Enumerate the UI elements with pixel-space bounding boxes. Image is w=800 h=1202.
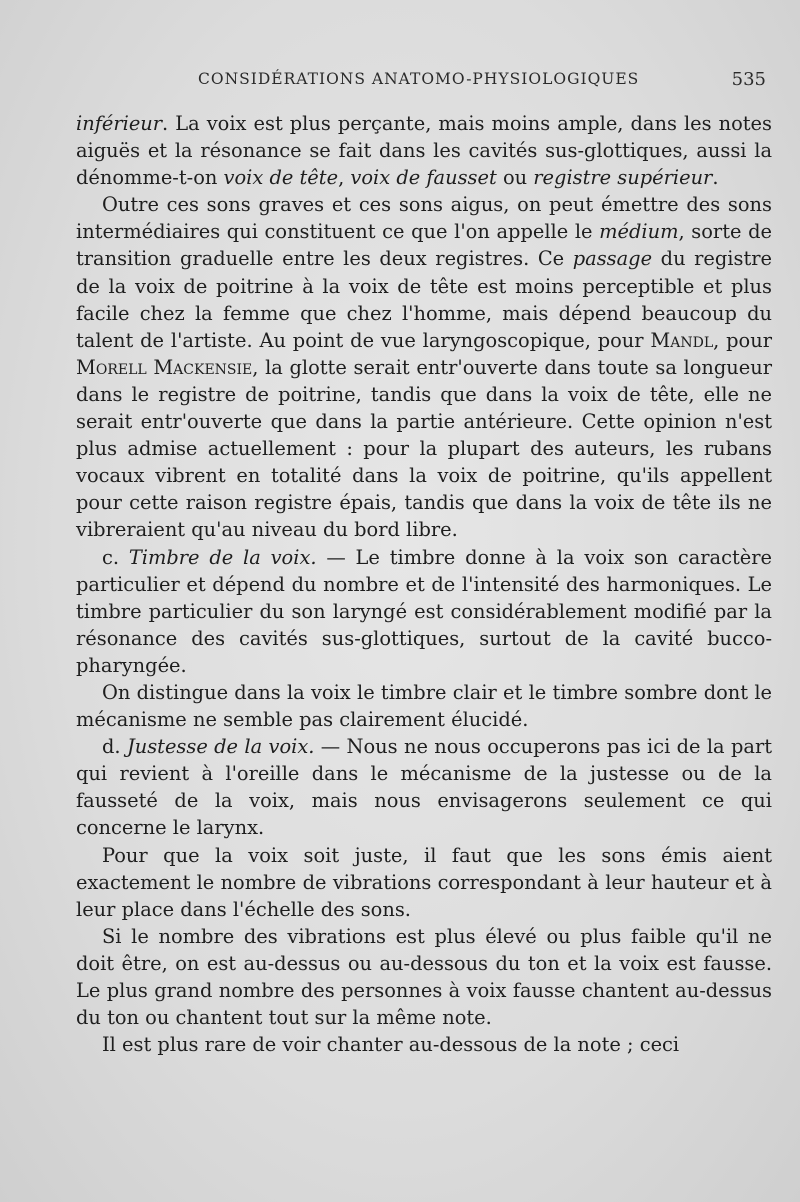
text-run: , sorte de transition graduelle entre les deux registres. Ce xyxy=(76,220,772,271)
text-run: c. xyxy=(102,545,129,569)
text-run: , xyxy=(338,166,351,190)
italic-term: médium xyxy=(599,220,679,244)
running-title: CONSIDÉRATIONS ANATOMO-PHYSIOLOGIQUES xyxy=(198,70,640,88)
text-run: Si le nombre des vibrations est plus élevé ou plus faible qu'il ne doit être, on est au-dessus ou au-dessous du ton et la voix est fausse. Le plus grand nombre des personnes à voix fausse chantent au-dessus du ton ou chantent tout sur la même note. xyxy=(76,924,772,1030)
text-run: — Nous ne nous occuperons pas ici de la part qui revient à l'oreille dans le mécanisme de la justesse ou de la fausseté de la voix, mais nous envisagerons seulement ce qui concerne le larynx. xyxy=(76,735,773,840)
paragraph-3 xyxy=(76,544,772,679)
running-header xyxy=(198,64,766,94)
italic-term: voix de tête xyxy=(223,166,339,190)
italic-term: registre supérieur xyxy=(533,166,713,190)
section-heading: Timbre de la voix. xyxy=(128,545,317,569)
text-run: , la glotte serait entr'ouverte dans toute sa longueur dans le registre de poitrine, tandis que dans la voix de tête, elle ne serait entr'ouverte que dans la partie antérieure. Cette opinion n'est plus admise actuellement : pour la plupart des auteurs, les rubans vocaux vibrent en totalité dans la voix de poitrine, qu'ils appellent pour cette raison registre épais, tandis que dans la voix de tête ils ne vibreraient qu'au niveau du bord libre. xyxy=(76,355,773,542)
paragraph-8 xyxy=(76,1031,772,1058)
text-run: . La voix est plus perçante, mais moins ample, dans les notes aiguës et la résonance se fait dans les cavités sus-glottiques, aussi la dénomme-t-on xyxy=(76,112,772,190)
text-run: Pour que la voix soit juste, il faut que les sons émis aient exactement le nombre de vibrations correspondant à leur hauteur et à leur place dans l'échelle des sons. xyxy=(76,843,772,921)
italic-term: voix de fausset xyxy=(350,166,497,190)
text-run: , pour xyxy=(713,328,772,352)
text-run: On distingue dans la voix le timbre clair et le timbre sombre dont le mécanisme ne semble pas clairement élucidé. xyxy=(76,680,772,732)
text-run: Il est plus rare de voir chanter au-dessous de la note ; ceci xyxy=(102,1033,680,1057)
text-run: . xyxy=(712,166,719,190)
text-run: Outre ces sons graves et ces sons aigus, on peut émettre des sons intermédiaires qui constituent ce que l'on appelle le xyxy=(76,193,772,244)
paragraph-4 xyxy=(76,679,772,733)
text-run: du registre de la voix de poitrine à la voix de tête est moins perceptible et plus facile chez la femme que chez l'homme, mais dépend beaucoup du talent de l'artiste. Au point de vue laryngoscopique, pour xyxy=(76,247,773,352)
paragraph-1 xyxy=(76,110,772,191)
paragraph-2 xyxy=(76,191,772,543)
main-text xyxy=(76,110,772,1058)
author-name: Mandl xyxy=(650,328,714,352)
section-heading: Justesse de la voix. xyxy=(126,735,315,759)
author-name: Morell Mackensie xyxy=(76,355,253,379)
paragraph-6 xyxy=(76,842,772,923)
text-run: ou xyxy=(496,166,534,190)
paragraph-7 xyxy=(76,923,772,1031)
text-run: d. xyxy=(102,735,127,759)
italic-term: inférieur xyxy=(76,112,163,135)
italic-term: passage xyxy=(572,247,653,271)
text-run: — Le timbre donne à la voix son caractère particulier et dépend du nombre et de l'intensité des harmoniques. Le timbre particulier du son laryngé est considérablement modifié par la résonance des cavités sus-glottiques, surtout de la cavité bucco-pharyngée. xyxy=(76,545,772,677)
page-number: 535 xyxy=(731,68,766,90)
paragraph-5 xyxy=(76,733,772,841)
